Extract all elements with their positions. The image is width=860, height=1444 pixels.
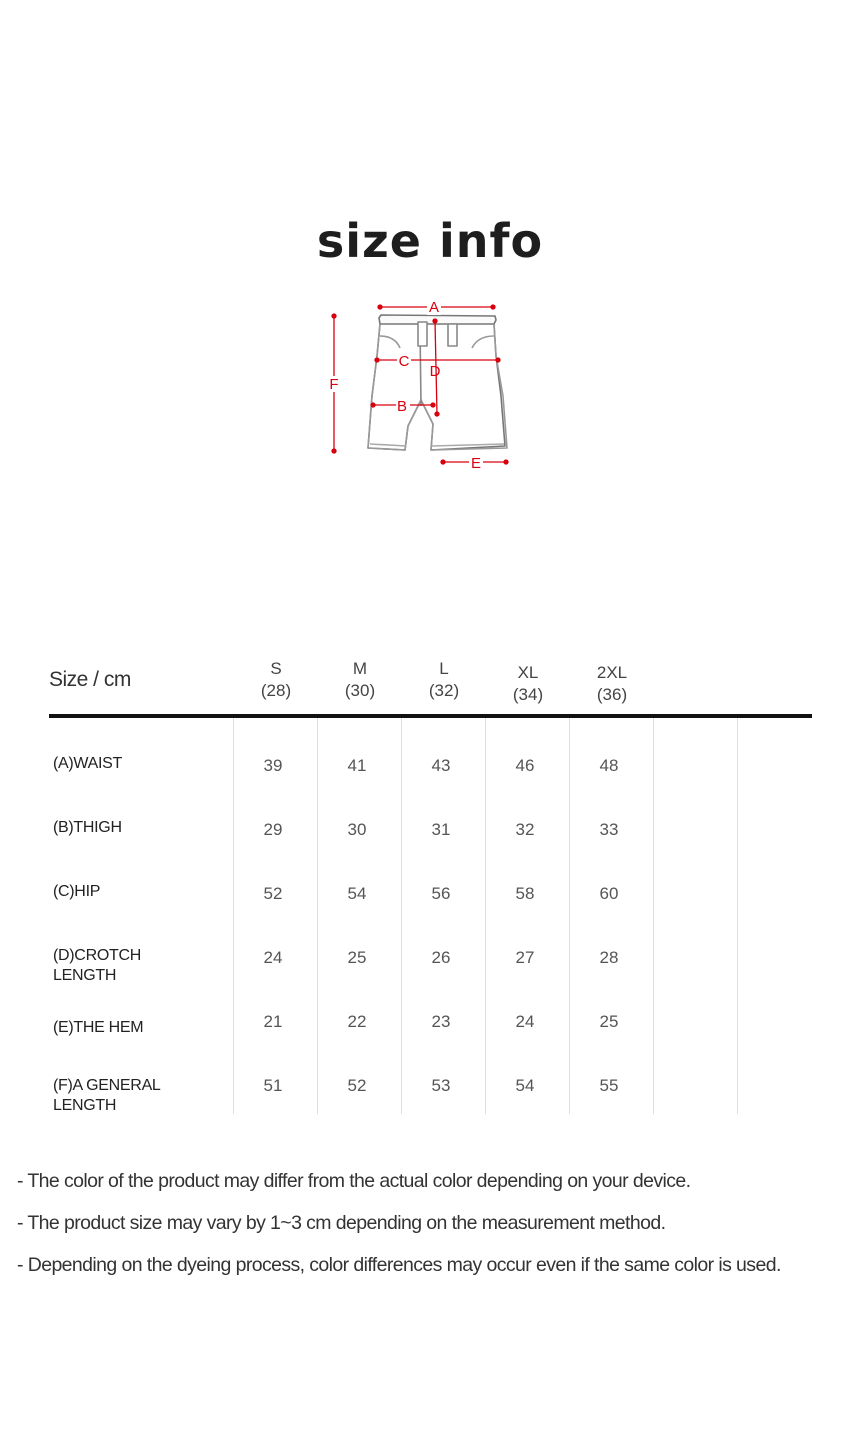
size-column-header: L (32) [428, 659, 460, 700]
table-cell: 33 [599, 820, 619, 839]
table-cell: 30 [347, 820, 367, 839]
table-cell: 28 [599, 948, 619, 967]
page-title: size info [316, 214, 544, 268]
column-divider [569, 718, 570, 1114]
table-header-divider [49, 714, 812, 718]
column-divider [653, 718, 654, 1114]
row-label: (F)A GENERAL LENGTH [53, 1077, 160, 1114]
table-header-label: Size / cm [49, 668, 131, 691]
table-cell: 48 [599, 756, 619, 775]
size-column-header: M (30) [344, 659, 376, 700]
notice-item: - The color of the product may differ from the actual color depending on your device. [17, 1170, 691, 1192]
label-e: E [470, 455, 482, 472]
label-b: B [396, 398, 408, 415]
table-cell: 31 [431, 820, 451, 839]
row-label: (D)CROTCH LENGTH [53, 947, 141, 984]
size-column-header: S (28) [260, 659, 292, 700]
table-cell: 56 [431, 884, 451, 903]
table-cell: 58 [515, 884, 535, 903]
column-divider [737, 718, 738, 1114]
table-cell: 24 [515, 1012, 535, 1031]
shorts-illustration [368, 315, 507, 450]
label-f: F [329, 376, 339, 393]
row-label: (A)WAIST [53, 755, 122, 772]
shorts-measurement-diagram [320, 296, 520, 476]
table-cell: 26 [431, 948, 451, 967]
table-cell: 43 [431, 756, 451, 775]
table-cell: 52 [347, 1076, 367, 1095]
table-cell: 60 [599, 884, 619, 903]
table-cell: 52 [263, 884, 283, 903]
notice-item: - The product size may vary by 1~3 cm depending on the measurement method. [17, 1212, 666, 1234]
table-cell: 21 [263, 1012, 283, 1031]
table-cell: 25 [599, 1012, 619, 1031]
row-label: (E)THE HEM [53, 1019, 144, 1036]
column-divider [485, 718, 486, 1114]
table-cell: 54 [515, 1076, 535, 1095]
size-column-header: XL (34) [512, 663, 544, 704]
row-label: (C)HIP [53, 883, 101, 900]
table-cell: 22 [347, 1012, 367, 1031]
table-cell: 24 [263, 948, 283, 967]
table-cell: 46 [515, 756, 535, 775]
table-cell: 23 [431, 1012, 451, 1031]
table-cell: 25 [347, 948, 367, 967]
table-cell: 55 [599, 1076, 619, 1095]
notice-item: - Depending on the dyeing process, color differences may occur even if the same color is used. [17, 1254, 781, 1276]
size-table [49, 650, 812, 1120]
label-c: C [398, 353, 410, 370]
size-column-header: 2XL (36) [596, 663, 628, 704]
table-cell: 41 [347, 756, 367, 775]
table-cell: 32 [515, 820, 535, 839]
row-label: (B)THIGH [53, 819, 122, 836]
table-cell: 39 [263, 756, 283, 775]
table-cell: 54 [347, 884, 367, 903]
table-cell: 29 [263, 820, 283, 839]
table-cell: 53 [431, 1076, 451, 1095]
column-divider [317, 718, 318, 1114]
table-cell: 51 [263, 1076, 283, 1095]
notice-list [17, 1166, 860, 1292]
label-d: D [429, 363, 441, 380]
column-divider [401, 718, 402, 1114]
column-divider [233, 718, 234, 1114]
table-cell: 27 [515, 948, 535, 967]
label-a: A [428, 299, 440, 316]
